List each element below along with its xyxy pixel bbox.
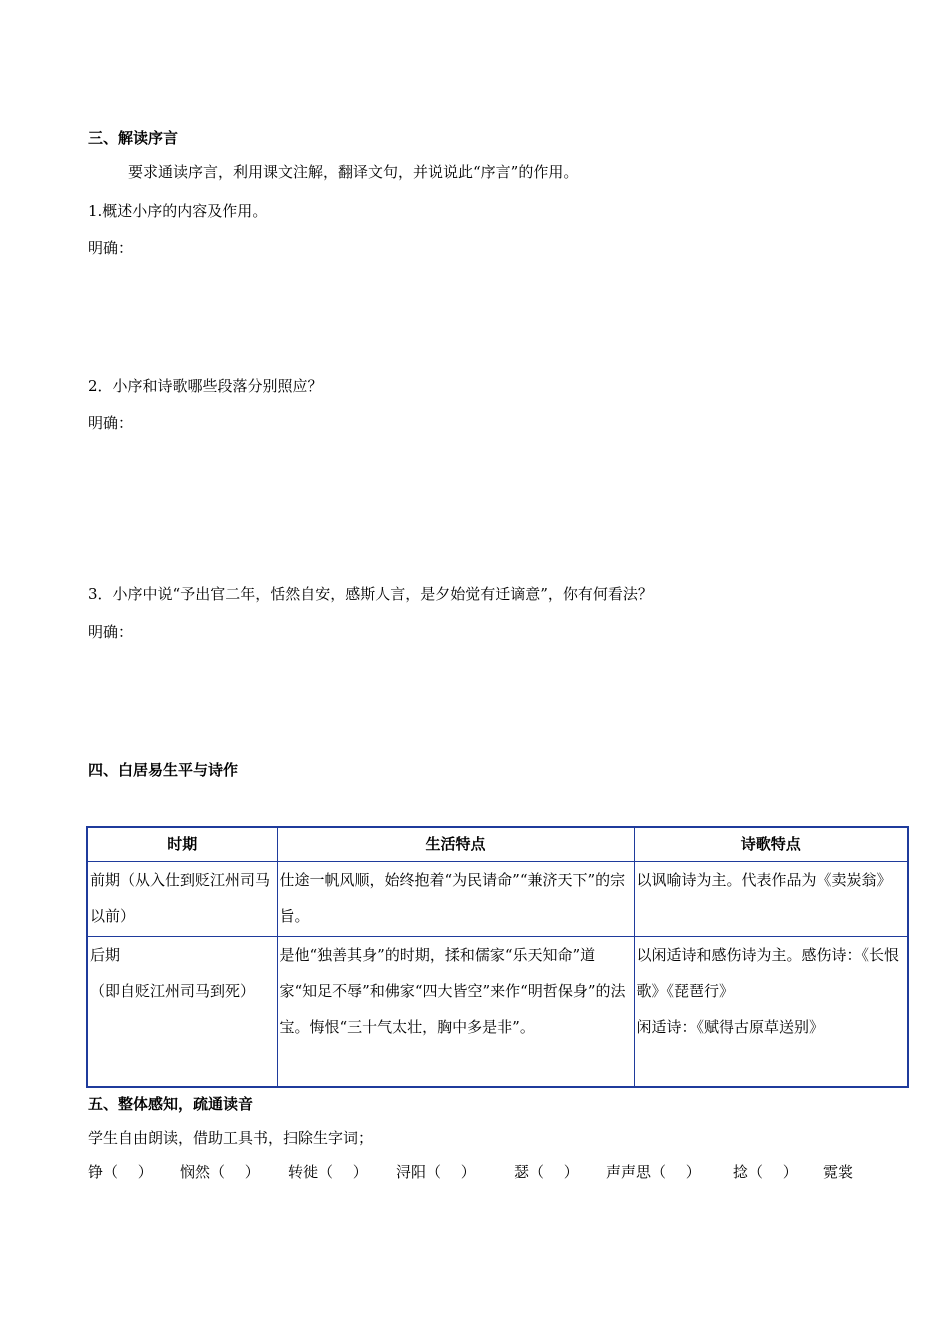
question-2: 2．小序和诗歌哪些段落分别照应？ [88,377,323,395]
word-item: 瑟（ ） [514,1163,579,1181]
answer-2-label: 明确： [88,414,134,432]
word-item: 声声思（ ） [606,1163,701,1181]
section3-intro: 要求通读序言，利用课文注解，翻译文句，并说说此“序言”的作用。 [128,163,579,181]
word-item: 霓裳 [823,1163,854,1181]
word-item: 捻（ ） [733,1163,798,1181]
poetry-line-1: 以闲适诗和感伤诗为主。感伤诗：《长恨歌》《琵琶行》 [636,945,900,1000]
section4-heading: 四、白居易生平与诗作 [88,761,239,779]
word-item: 转徙（ ） [288,1163,368,1181]
period-name: 后期 [90,945,121,964]
answer-3-label: 明确： [88,623,134,641]
question-1: 1.概述小序的内容及作用。 [88,202,268,220]
pronunciation-list [88,1161,888,1183]
period-cell: 前期（从入仕到贬江州司马以前） [87,861,277,936]
header-poetry: 诗歌特点 [634,827,908,861]
period-range: （即自贬江州司马到死） [90,981,256,1000]
life-cell: 仕途一帆风顺，始终抱着“为民请命”“兼济天下”的宗旨。 [277,861,634,936]
poetry-cell [634,936,908,1087]
poetry-line-2: 闲适诗：《赋得古原草送别》 [636,1017,825,1036]
section5-heading: 五、整体感知，疏通读音 [88,1095,254,1113]
poetry-cell: 以讽喻诗为主。代表作品为《卖炭翁》 [634,861,908,936]
section5-intro: 学生自由朗读，借助工具书，扫除生字词； [88,1129,374,1147]
period-cell [87,936,277,1087]
bio-table [86,826,909,1088]
answer-1-label: 明确： [88,239,134,257]
header-life: 生活特点 [277,827,634,861]
header-period: 时期 [87,827,277,861]
table-row [87,861,908,936]
life-cell: 是他“独善其身”的时期，揉和儒家“乐天知命”道家“知足不辱”和佛家“四大皆空”来作“明哲保身”的法宝。悔恨“三十气太壮，胸中多是非”。 [277,936,634,1087]
table-row [87,936,908,1087]
word-item: 铮（ ） [88,1163,153,1181]
word-item: 浔阳（ ） [396,1163,476,1181]
question-3: 3．小序中说“予出官二年，恬然自安，感斯人言，是夕始觉有迁谪意”，你有何看法？ [88,585,653,603]
word-item: 悯然（ ） [180,1163,260,1181]
section3-heading: 三、解读序言 [88,129,179,147]
